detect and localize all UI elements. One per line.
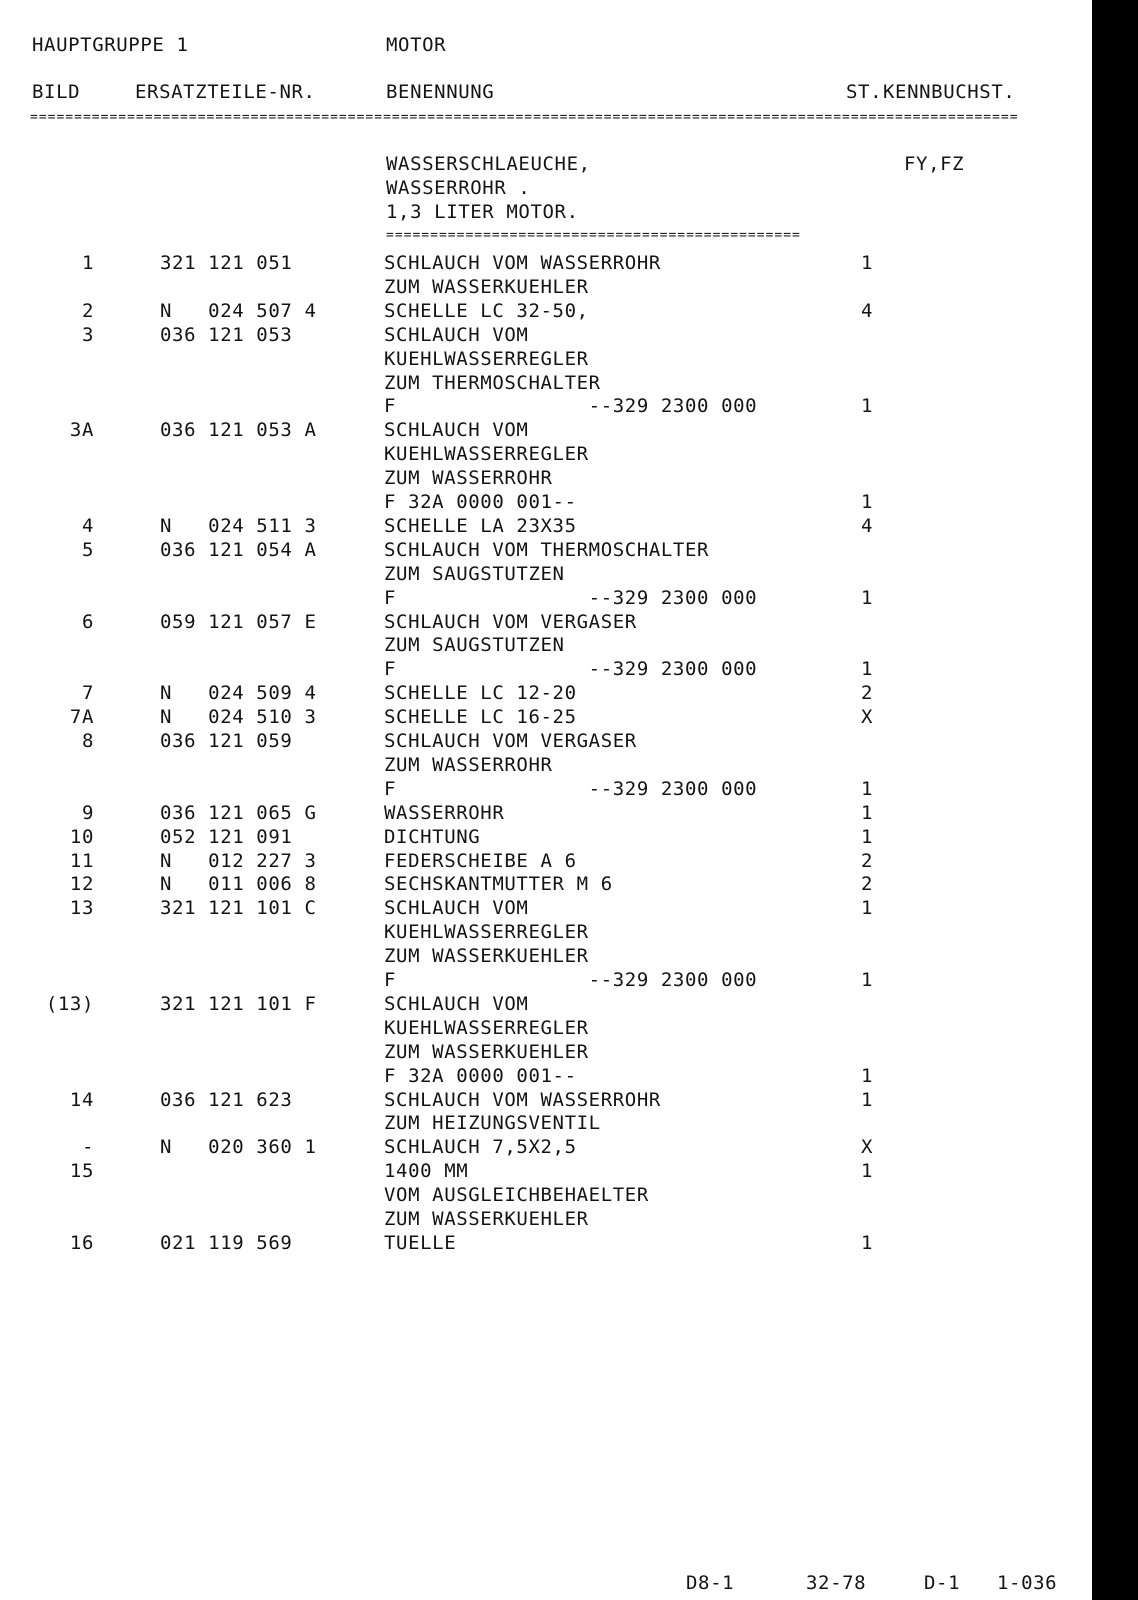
row-name: SCHLAUCH VOM (384, 992, 529, 1015)
row-qty: 1 (861, 969, 874, 991)
footer-code-4: 1-036 (997, 1572, 1058, 1594)
row-part-number: 036 121 053 A (160, 419, 317, 442)
col-header-code: KENNBUCHST. (883, 81, 1016, 103)
col-header-bild: BILD (32, 81, 81, 103)
row-name: VOM AUSGLEICHBEHAELTER (384, 1184, 649, 1207)
row-bild: (13) (45, 992, 94, 1015)
row-name: F --329 2300 000 (384, 658, 758, 681)
row-qty: 1 (861, 491, 874, 513)
row-bild: 1 (81, 252, 94, 274)
row-bild: 16 (69, 1231, 94, 1254)
row-part-number: 321 121 101 C (160, 897, 317, 920)
row-qty: 1 (861, 586, 874, 609)
row-name: ZUM WASSERROHR (384, 753, 553, 776)
row-qty: 1 (861, 252, 874, 274)
row-name: ZUM WASSERKUEHLER (384, 1040, 589, 1063)
footer-code-3: D-1 (924, 1572, 961, 1594)
row-name: KUEHLWASSERREGLER (384, 1016, 589, 1039)
row-name: SCHLAUCH VOM (384, 323, 529, 346)
row-qty: 1 (861, 1160, 874, 1183)
row-part-number: N 024 507 4 (160, 299, 317, 322)
group-name: MOTOR (386, 34, 447, 56)
row-name: SCHLAUCH VOM (384, 897, 529, 920)
row-part-number: N 011 006 8 (160, 873, 317, 896)
row-name: DICHTUNG (384, 825, 481, 848)
section-title-line: WASSERSCHLAEUCHE, (386, 153, 591, 175)
row-name: ZUM SAUGSTUTZEN (384, 562, 565, 585)
row-part-number: 059 121 057 E (160, 610, 317, 633)
row-name: SCHELLE LA 23X35 (384, 514, 577, 537)
col-header-name: BENENNUNG (386, 81, 495, 103)
row-qty: 1 (861, 777, 874, 800)
row-part-number: 036 121 059 (160, 730, 293, 752)
footer-code-1: D8-1 (686, 1572, 735, 1594)
row-name: SCHLAUCH VOM WASSERROHR (384, 1088, 661, 1111)
row-qty: 4 (861, 299, 874, 322)
row-qty: 1 (861, 395, 874, 418)
row-bild: 5 (81, 538, 94, 561)
row-qty: 1 (861, 801, 874, 824)
row-name: F 32A 0000 001-- (384, 491, 577, 513)
row-bild: 8 (81, 730, 94, 752)
col-header-part-no: ERSATZTEILE-NR. (135, 81, 316, 103)
row-name: SCHLAUCH VOM VERGASER (384, 610, 637, 633)
row-bild: 12 (69, 873, 94, 896)
row-part-number: 052 121 091 (160, 825, 293, 848)
row-bild: 14 (69, 1088, 94, 1111)
group-label: HAUPTGRUPPE 1 (32, 34, 189, 56)
row-name: SCHLAUCH VOM (384, 419, 529, 442)
row-name: ZUM WASSERKUEHLER (384, 275, 589, 298)
row-name: F 32A 0000 001-- (384, 1064, 577, 1087)
row-part-number: N 012 227 3 (160, 849, 317, 872)
row-name: SCHLAUCH VOM WASSERROHR (384, 252, 661, 274)
row-name: ZUM WASSERKUEHLER (384, 1208, 589, 1230)
row-bild: - (81, 1136, 94, 1159)
row-name: SCHLAUCH VOM THERMOSCHALTER (384, 538, 710, 561)
row-name: KUEHLWASSERREGLER (384, 347, 589, 370)
row-bild: 2 (81, 299, 94, 322)
row-qty: 2 (861, 873, 874, 896)
row-part-number: 036 121 054 A (160, 538, 317, 561)
row-qty: 1 (861, 825, 874, 848)
row-name: ZUM WASSERROHR (384, 467, 553, 490)
row-bild: 7A (69, 706, 94, 729)
header-rule: ================================================================================================================ (30, 114, 1019, 122)
row-bild: 3A (69, 419, 94, 442)
row-qty: 1 (861, 897, 874, 920)
row-name: SCHELLE LC 32-50, (384, 299, 589, 322)
row-name: FEDERSCHEIBE A 6 (384, 849, 577, 872)
row-part-number: 036 121 623 (160, 1088, 293, 1111)
row-part-number: 321 121 051 (160, 252, 293, 274)
row-name: ZUM WASSERKUEHLER (384, 945, 589, 968)
row-part-number: 021 119 569 (160, 1231, 293, 1254)
row-name: SCHELLE LC 12-20 (384, 682, 577, 705)
row-name: SCHELLE LC 16-25 (384, 706, 577, 729)
section-title-line: WASSERROHR . (386, 177, 531, 199)
section-rule: =============================================== (386, 232, 801, 240)
row-qty: X (861, 1136, 874, 1159)
row-name: ZUM SAUGSTUTZEN (384, 634, 565, 657)
row-bild: 4 (81, 514, 94, 537)
row-qty: 2 (861, 849, 874, 872)
row-name: KUEHLWASSERREGLER (384, 921, 589, 944)
row-qty: X (861, 706, 874, 729)
row-part-number: 321 121 101 F (160, 992, 317, 1015)
row-name: ZUM THERMOSCHALTER (384, 371, 601, 394)
row-qty: 4 (861, 514, 874, 537)
row-qty: 1 (861, 1231, 874, 1254)
section-code: FY,FZ (904, 153, 965, 175)
row-bild: 9 (81, 801, 94, 824)
row-part-number: N 020 360 1 (160, 1136, 317, 1159)
row-bild: 7 (81, 682, 94, 705)
row-bild: 3 (81, 323, 94, 346)
row-qty: 1 (861, 1088, 874, 1111)
row-name: TUELLE (384, 1231, 457, 1254)
row-bild: 15 (69, 1160, 94, 1183)
row-part-number: N 024 509 4 (160, 682, 317, 705)
row-part-number: N 024 511 3 (160, 514, 317, 537)
row-bild: 13 (69, 897, 94, 920)
row-bild: 11 (69, 849, 94, 872)
row-part-number: 036 121 065 G (160, 801, 317, 824)
scan-edge-bar (1092, 0, 1138, 1600)
section-title-line: 1,3 LITER MOTOR. (386, 201, 579, 223)
row-bild: 6 (81, 610, 94, 633)
row-name: F --329 2300 000 (384, 777, 758, 800)
row-name: SCHLAUCH VOM VERGASER (384, 730, 637, 752)
row-name: KUEHLWASSERREGLER (384, 443, 589, 466)
row-name: SECHSKANTMUTTER M 6 (384, 873, 613, 896)
row-name: 1400 MM (384, 1160, 469, 1183)
row-qty: 1 (861, 1064, 874, 1087)
row-name: WASSERROHR (384, 801, 505, 824)
row-name: SCHLAUCH 7,5X2,5 (384, 1136, 577, 1159)
row-name: F --329 2300 000 (384, 395, 758, 418)
row-part-number: 036 121 053 (160, 323, 293, 346)
row-name: ZUM HEIZUNGSVENTIL (384, 1112, 601, 1135)
row-name: F --329 2300 000 (384, 586, 758, 609)
col-header-qty: ST. (846, 81, 883, 103)
row-qty: 2 (861, 682, 874, 705)
footer-code-2: 32-78 (806, 1572, 867, 1594)
row-qty: 1 (861, 658, 874, 681)
row-bild: 10 (69, 825, 94, 848)
row-name: F --329 2300 000 (384, 969, 758, 991)
row-part-number: N 024 510 3 (160, 706, 317, 729)
